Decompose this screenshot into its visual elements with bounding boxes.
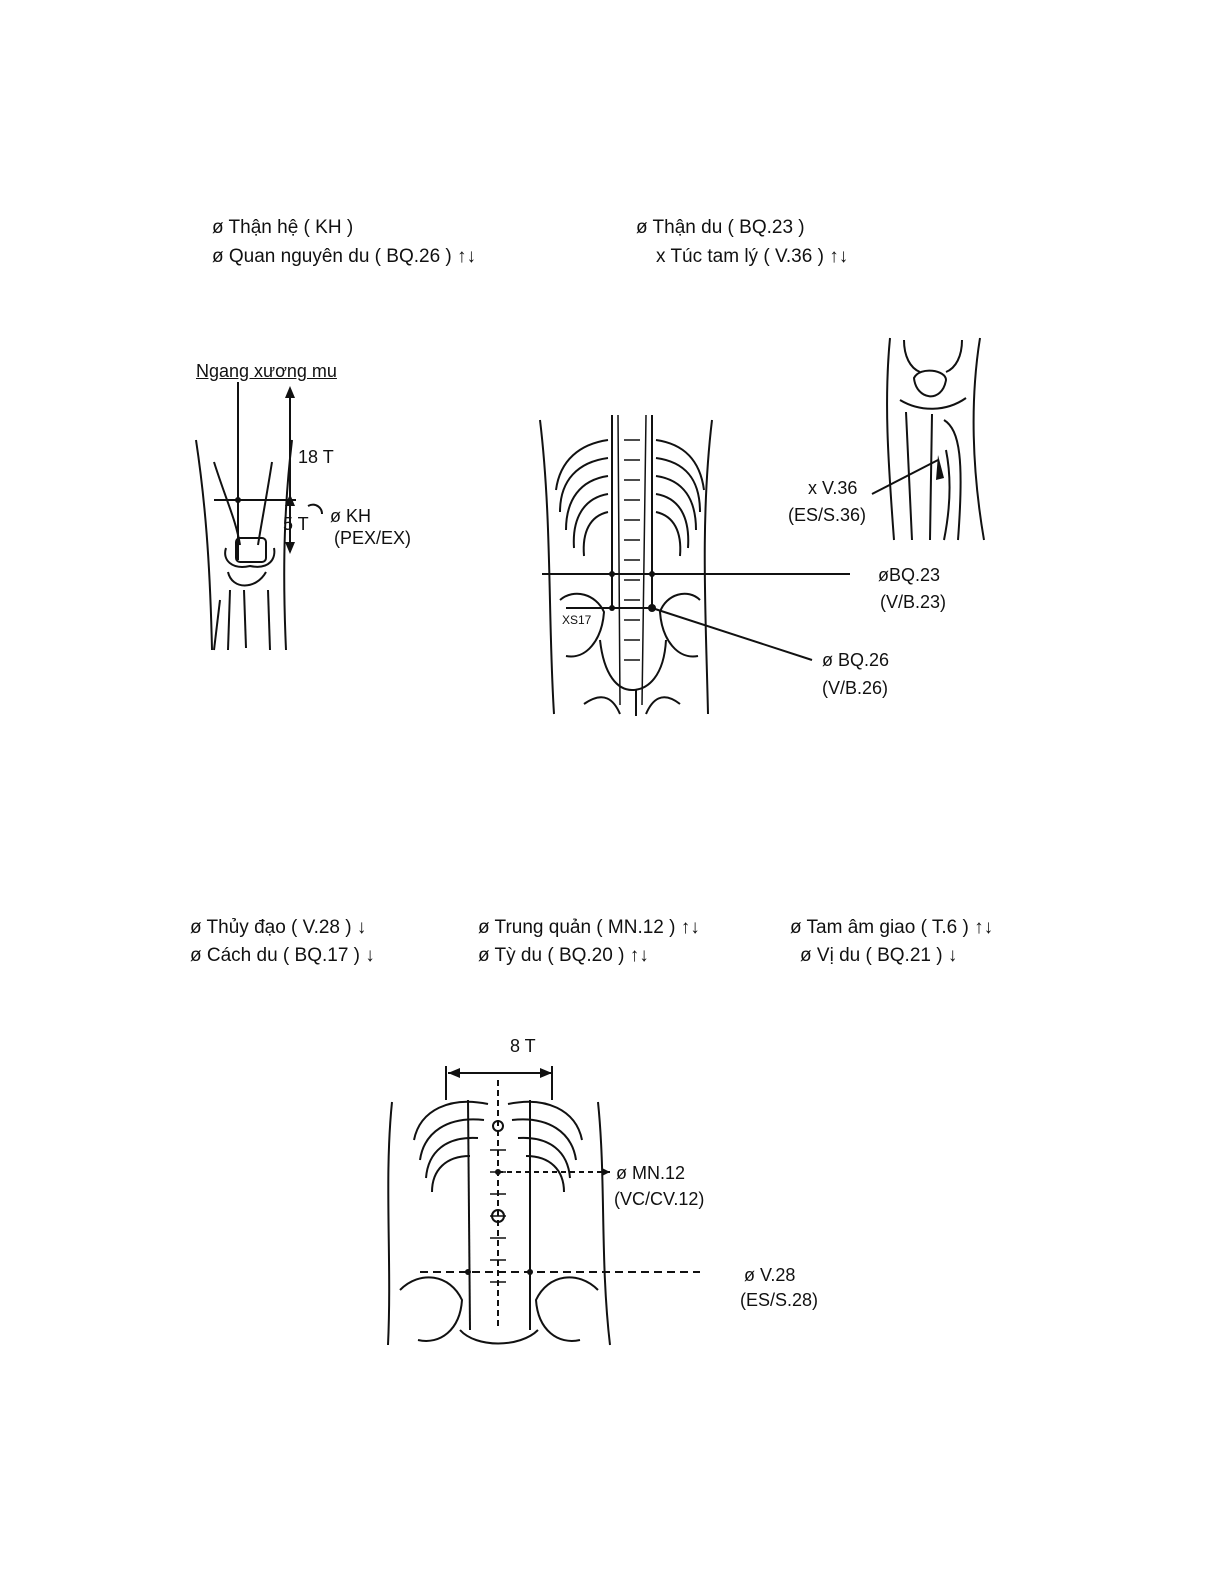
point-text: Thận hệ ( KH ) (228, 217, 354, 238)
sedate-arrow-icon: ↓ (356, 917, 367, 938)
point-text: Tam âm giao ( T.6 ) (806, 917, 969, 938)
point-text: Vị du ( BQ.21 ) (816, 945, 943, 966)
mn12-point-label: ø MN.12 (616, 1163, 686, 1183)
reference-label: Ngang xương mu (196, 361, 337, 381)
tonify-sedate-arrows-icon: ↑↓ (629, 945, 649, 966)
point-line (212, 246, 476, 268)
tonify-sedate-arrows-icon: ↑↓ (974, 917, 994, 938)
bullet: ø (190, 917, 202, 938)
point-text: Quan nguyên du ( BQ.26 ) (228, 246, 452, 267)
width-measure-label: 8 T (510, 1036, 536, 1056)
sedate-arrow-icon: ↓ (365, 945, 375, 966)
point-text: Thủy đạo ( V.28 ) (206, 917, 352, 938)
v28-point-label: ø V.28 (744, 1265, 796, 1285)
point-line (190, 945, 375, 967)
point-line (478, 917, 700, 939)
v28-point-code: (ES/S.28) (740, 1290, 819, 1310)
point-line (790, 917, 993, 939)
kh-point-code: (PEX/EX) (334, 528, 412, 548)
upper-measure-label: 18 T (298, 447, 334, 467)
bullet: ø (212, 217, 224, 238)
point-text: Thận du ( BQ.23 ) (652, 217, 805, 238)
tonify-sedate-arrows-icon: ↑↓ (680, 917, 700, 938)
bullet: ø (478, 945, 490, 966)
bullet: ø (478, 917, 490, 938)
bq23-point-code: (V/B.23) (880, 592, 947, 612)
bullet: x (656, 246, 666, 267)
v36-point-code: (ES/S.36) (788, 505, 867, 525)
point-line (190, 917, 366, 939)
bullet: ø (800, 945, 812, 966)
kh-point-label: ø KH (330, 506, 372, 526)
tonify-sedate-arrows-icon: ↑↓ (457, 246, 477, 267)
point-line (636, 217, 805, 239)
point-text: Túc tam lý ( V.36 ) (670, 246, 824, 267)
point-text: Cách du ( BQ.17 ) (206, 945, 361, 966)
tonify-sedate-arrows-icon: ↑↓ (829, 246, 849, 267)
mn12-point-code: (VC/CV.12) (614, 1189, 705, 1209)
sedate-arrow-icon: ↓ (947, 945, 958, 966)
bq23-point-label: øBQ.23 (878, 565, 941, 585)
bullet: ø (190, 945, 202, 966)
bq26-point-code: (V/B.26) (822, 678, 889, 698)
v36-point-label: x V.36 (808, 478, 858, 498)
point-line (800, 945, 957, 967)
bq26-point-label: ø BQ.26 (822, 650, 890, 670)
point-text: Tỳ du ( BQ.20 ) (494, 945, 625, 966)
lower-measure-label: 5 T (283, 514, 309, 534)
bullet: ø (636, 217, 648, 238)
point-line (656, 246, 848, 268)
bullet: ø (790, 917, 802, 938)
point-line (478, 945, 649, 967)
point-text: Trung quản ( MN.12 ) (494, 917, 676, 938)
xs17-mark: XS17 (562, 613, 592, 627)
point-line (212, 217, 353, 239)
bullet: ø (212, 246, 224, 267)
